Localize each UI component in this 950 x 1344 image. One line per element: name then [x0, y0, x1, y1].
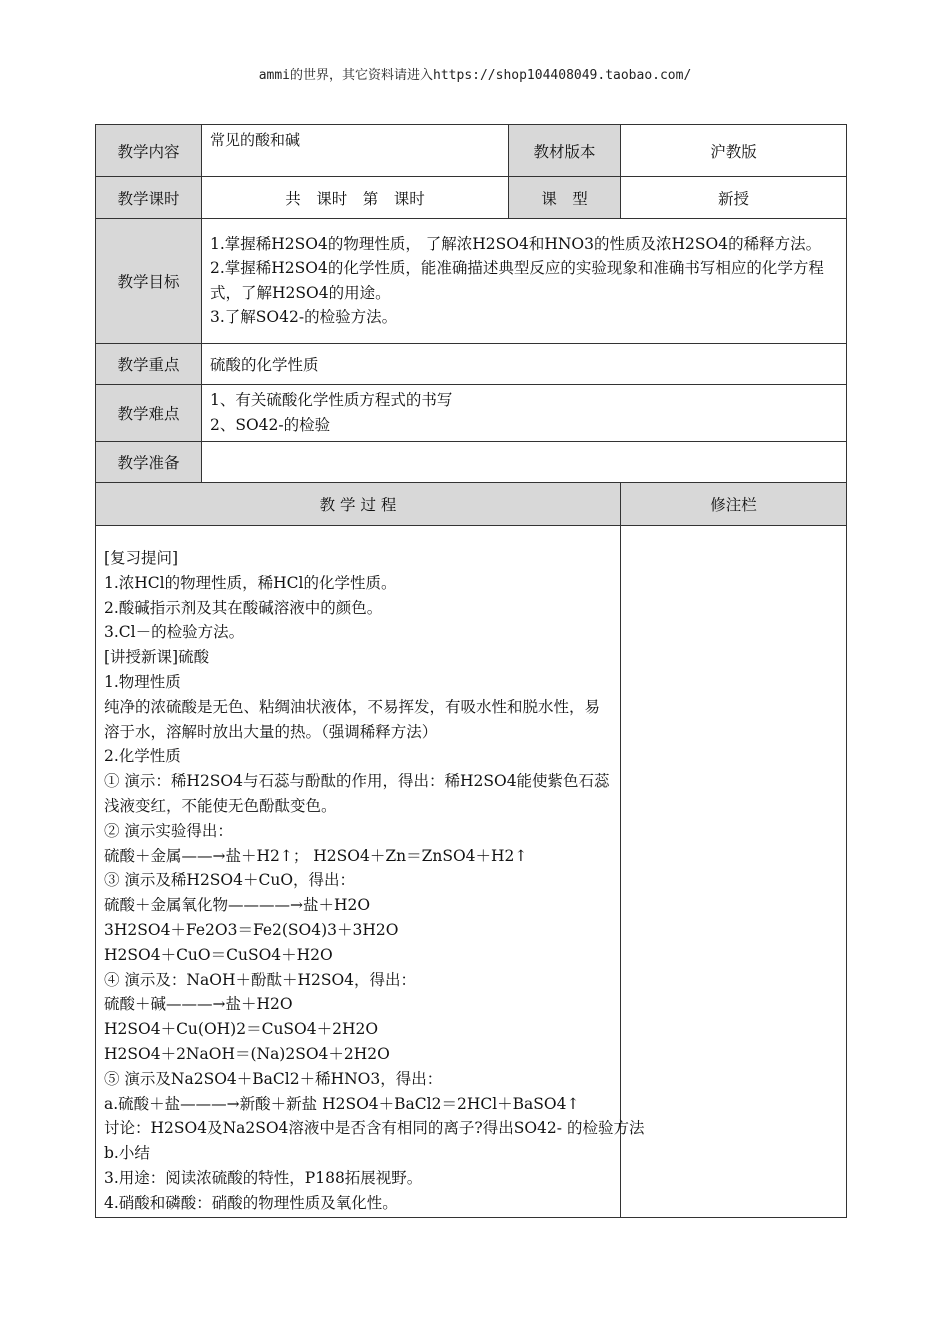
process-line: 1.物理性质: [104, 672, 181, 691]
process-heading: 教 学 过 程: [96, 483, 621, 526]
content-value: 常见的酸和碱: [202, 125, 509, 177]
type-value: 新授: [621, 177, 847, 219]
prep-label: 教学准备: [96, 442, 202, 483]
process-line: 讨论：H2SO4及Na2SO4溶液中是否含有相同的离子?得出SO42- 的检验方法: [104, 1119, 645, 1138]
row-process-body: [96, 526, 847, 1218]
row-difficulties: [96, 385, 847, 442]
objective-item: 2.掌握稀H2SO4的化学性质，能准确描述典型反应的实验现象和准确书写相应的化学方程式，了解H2SO4的用途。: [210, 259, 824, 302]
process-line: ① 演示：稀H2SO4与石蕊与酚酞的作用，得出：稀H2SO4能使紫色石蕊浅液变红，不能使无色酚酞变色。: [104, 772, 610, 815]
process-line: 2.酸碱指示剂及其在酸碱溶液中的颜色。: [104, 598, 383, 617]
page-header: ammi的世界，其它资料请进入https://shop104408049.taobao.com/: [258, 68, 692, 83]
row-process-heading: [96, 483, 847, 526]
process-line: ⑤ 演示及Na2SO4＋BaCl2＋稀HNO3，得出：: [104, 1069, 443, 1088]
process-line: ② 演示实验得出：: [104, 821, 233, 840]
period-value: 共 课时 第 课时: [202, 177, 509, 219]
process-line: 硫酸＋碱———→盐＋H2O: [104, 995, 293, 1014]
objective-item: 1.掌握稀H2SO4的物理性质， 了解浓H2SO4和HNO3的性质及浓H2SO4的稀释方法。: [210, 234, 822, 253]
process-line: 硫酸＋金属氧化物————→盐＋H2O: [104, 896, 371, 915]
textbook-value: 沪教版: [621, 125, 847, 177]
process-line: 3.Cl－的检验方法。: [104, 623, 245, 642]
row-period: [96, 177, 847, 219]
process-line: [复习提问]: [104, 549, 179, 567]
prep-value: [202, 442, 847, 483]
process-line: a.硫酸＋盐———→新酸＋新盐 H2SO4＋BaCl2＝2HCl＋BaSO4↑: [104, 1094, 580, 1113]
key-value: 硫酸的化学性质: [202, 344, 847, 385]
notes-heading: 修注栏: [621, 483, 847, 526]
process-line: ④ 演示及：NaOH＋酚酞＋H2SO4，得出：: [104, 970, 417, 989]
process-line: 2.化学性质: [104, 747, 181, 766]
difficulty-item: 1、有关硫酸化学性质方程式的书写: [210, 391, 453, 409]
process-line: H2SO4＋Cu(OH)2＝CuSO4＋2H2O: [104, 1020, 379, 1039]
process-line: H2SO4＋2NaOH＝(Na)2SO4＋2H2O: [104, 1044, 390, 1063]
objective-item: 3.了解SO42-的检验方法。: [210, 308, 398, 326]
row-preparation: [96, 442, 847, 483]
process-line: 3.用途：阅读浓硫酸的特性，P188拓展视野。: [104, 1168, 423, 1187]
notes-column: [621, 526, 847, 1218]
objectives-label: 教学目标: [96, 219, 202, 344]
process-line: ③ 演示及稀H2SO4＋CuO，得出：: [104, 871, 356, 890]
process-line: [讲授新课]硫酸: [104, 648, 210, 667]
objectives-list: [202, 219, 847, 344]
difficulty-item: 2、SO42-的检验: [210, 415, 331, 434]
process-line: H2SO4＋CuO＝CuSO4＋H2O: [104, 945, 333, 964]
key-label: 教学重点: [96, 344, 202, 385]
row-content: [96, 125, 847, 177]
process-line: 4.硝酸和磷酸：硝酸的物理性质及氧化性。: [104, 1193, 398, 1212]
difficulty-label: 教学难点: [96, 385, 202, 442]
period-label: 教学课时: [96, 177, 202, 219]
process-line: b.小结: [104, 1144, 150, 1163]
content-label: 教学内容: [96, 125, 202, 177]
row-objectives: [96, 219, 847, 344]
process-line: 硫酸＋金属——→盐＋H2↑； H2SO4＋Zn＝ZnSO4＋H2↑: [104, 846, 528, 865]
difficulty-list: [202, 385, 847, 442]
process-line: 3H2SO4＋Fe2O3＝Fe2(SO4)3＋3H2O: [104, 920, 399, 939]
process-content: [96, 526, 645, 1218]
type-label: 课 型: [509, 177, 621, 219]
textbook-label: 教材版本: [509, 125, 621, 177]
row-key-points: [96, 344, 847, 385]
process-line: 1.浓HCl的物理性质，稀HCl的化学性质。: [104, 573, 397, 592]
lesson-plan-table: [95, 124, 847, 1218]
process-line: 纯净的浓硫酸是无色、粘绸油状液体，不易挥发，有吸水性和脱水性，易溶于水，溶解时放出大量的热。（强调稀释方法）: [104, 697, 601, 741]
